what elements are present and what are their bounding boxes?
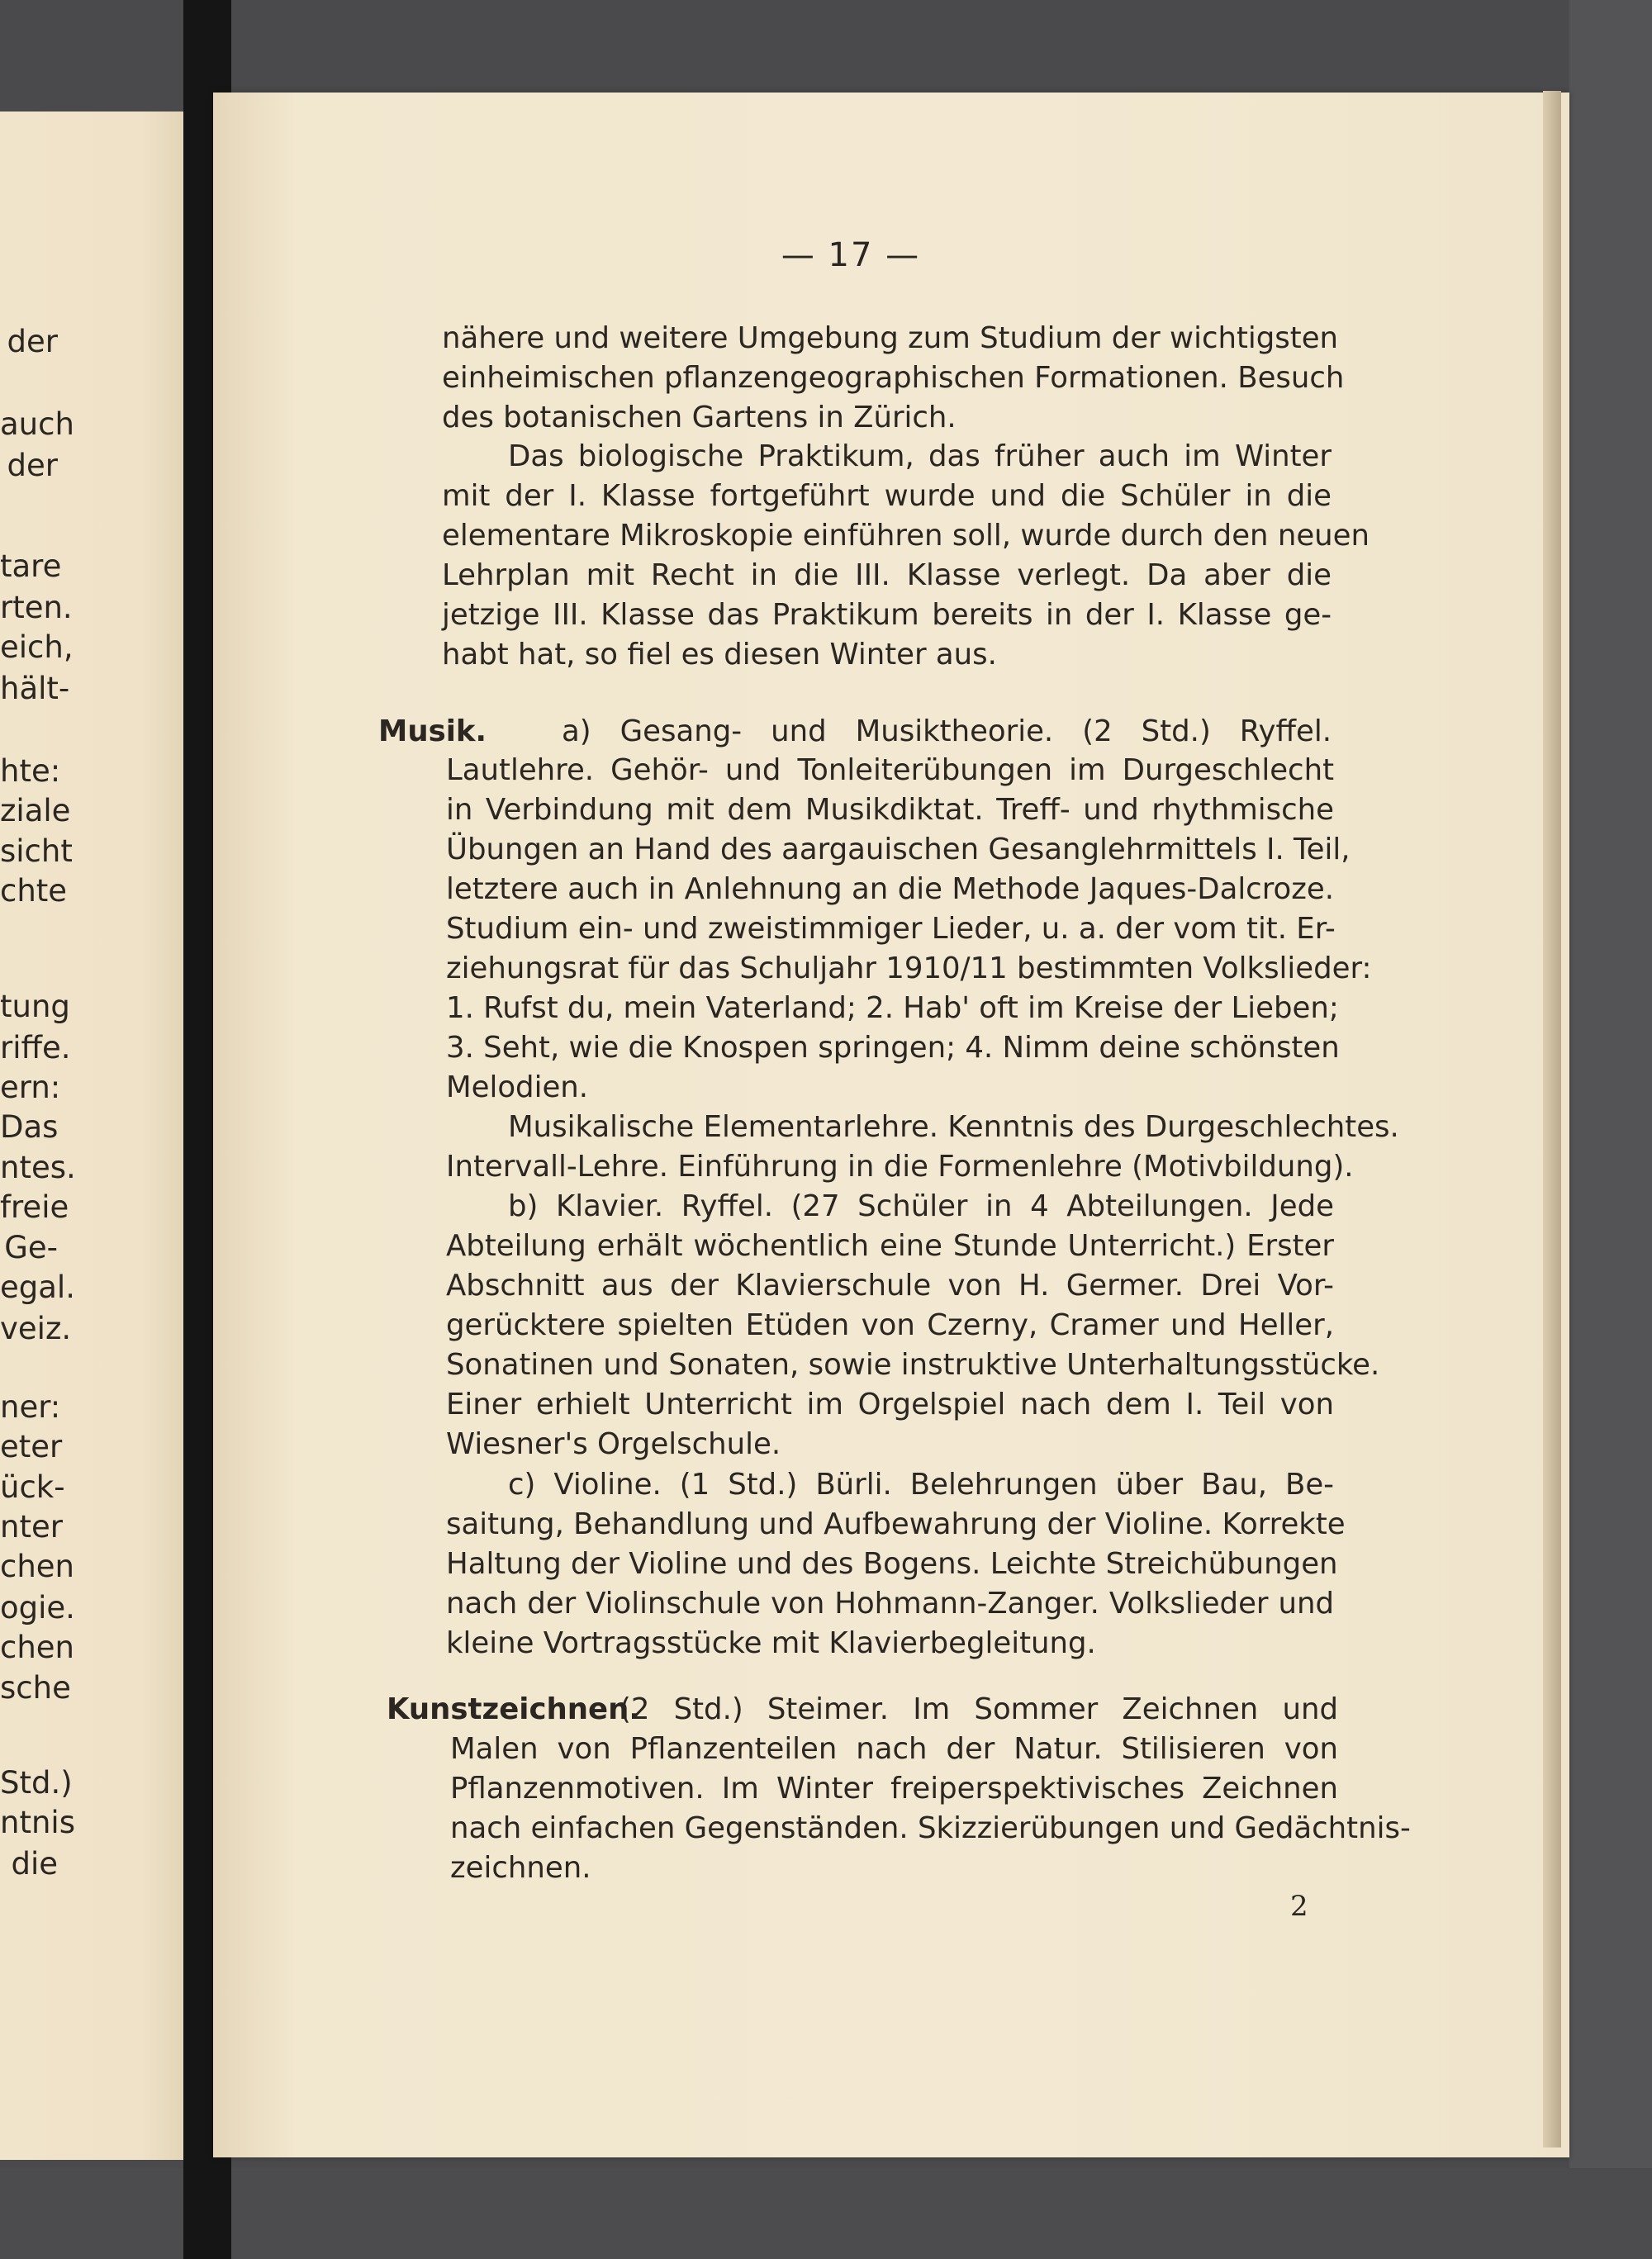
text-line: Wiesner's Orgelschule.	[446, 1427, 781, 1461]
left-page-fragment: der	[7, 324, 58, 359]
text-line: c) Violine. (1 Std.) Bürli. Belehrungen über Bau, Be-	[508, 1468, 1334, 1502]
text-line: nach einfachen Gegenständen. Skizzierübungen und Gedächtnis-	[450, 1811, 1411, 1845]
page-number: — 17 —	[781, 236, 921, 274]
left-page-fragment: riffe.	[0, 1030, 71, 1065]
text-line: nach der Violinschule von Hohmann-Zanger. Volkslieder und	[446, 1587, 1334, 1621]
text-line: elementare Mikroskopie einführen soll, wurde durch den neuen	[442, 519, 1370, 553]
text-line: kleine Vortragsstücke mit Klavierbegleitung.	[446, 1626, 1096, 1660]
signature-mark: 2	[1290, 1890, 1308, 1923]
text-line: a) Gesang- und Musiktheorie. (2 Std.) Ryffel.	[562, 714, 1332, 748]
text-line: Haltung der Violine und des Bogens. Leichte Streichübungen	[446, 1547, 1338, 1581]
left-page-fragment: nter	[0, 1509, 63, 1545]
left-page-fragment: der	[7, 448, 58, 483]
text-line: Intervall-Lehre. Einführung in die Formenlehre (Motivbildung).	[446, 1150, 1354, 1184]
left-page-fragment: die	[11, 1846, 58, 1882]
text-line: letztere auch in Anlehnung an die Methode Jaques-Dalcroze.	[446, 872, 1334, 906]
text-line: (2 Std.) Steimer. Im Sommer Zeichnen und	[620, 1692, 1338, 1726]
text-line: in Verbindung mit dem Musikdiktat. Treff- und rhythmische	[446, 793, 1334, 827]
left-page-fragment: hte:	[0, 753, 61, 789]
text-line: Einer erhielt Unterricht im Orgelspiel nach dem I. Teil von	[446, 1388, 1334, 1421]
text-line: 1. Rufst du, mein Vaterland; 2. Hab' oft im Kreise der Lieben;	[446, 991, 1339, 1025]
text-line: Lehrplan mit Recht in die III. Klasse verlegt. Da aber die	[442, 558, 1332, 592]
text-line: zeichnen.	[450, 1851, 591, 1885]
page-edge	[1543, 91, 1561, 2147]
text-line: mit der I. Klasse fortgeführt wurde und die Schüler in die	[442, 479, 1332, 513]
text-line: Sonatinen und Sonaten, sowie instruktive Unterhaltungsstücke.	[446, 1348, 1380, 1382]
text-line: Melodien.	[446, 1070, 589, 1104]
left-page-fragment: eich,	[0, 629, 74, 665]
text-line: Übungen an Hand des aargauischen Gesanglehrmittels I. Teil,	[446, 833, 1351, 866]
left-page-fragment: chen	[0, 1549, 75, 1584]
text-line: Lautlehre. Gehör- und Tonleiterübungen im Durgeschlecht	[446, 753, 1334, 787]
text-line: des botanischen Gartens in Zürich.	[442, 401, 957, 434]
text-line: saitung, Behandlung und Aufbewahrung der Violine. Korrekte	[446, 1507, 1346, 1541]
text-line: Pflanzenmotiven. Im Winter freiperspektivisches Zeichnen	[450, 1772, 1338, 1806]
section-heading: Kunstzeichnen.	[387, 1692, 640, 1726]
left-page-fragment: chen	[0, 1630, 75, 1665]
left-page-fragment: ntes.	[0, 1150, 76, 1185]
left-page-fragment: ziale	[0, 793, 71, 828]
text-line: b) Klavier. Ryffel. (27 Schüler in 4 Abteilungen. Jede	[508, 1189, 1334, 1223]
text-line: 3. Seht, wie die Knospen springen; 4. Nimm deine schönsten	[446, 1031, 1340, 1065]
text-line: Abschnitt aus der Klavierschule von H. Germer. Drei Vor-	[446, 1269, 1334, 1303]
background-right	[1569, 0, 1652, 2259]
left-page-fragment: egal.	[0, 1270, 75, 1305]
text-line: nähere und weitere Umgebung zum Studium der wichtigsten	[442, 321, 1339, 355]
left-page-fragment: ner:	[0, 1389, 61, 1425]
text-line: ziehungsrat für das Schuljahr 1910/11 bestimmten Volkslieder:	[446, 952, 1372, 985]
background-bottom	[0, 2168, 1652, 2259]
text-line: Abteilung erhält wöchentlich eine Stunde Unterricht.) Erster	[446, 1229, 1334, 1263]
left-page-fragment: Std.)	[0, 1765, 73, 1801]
left-page-fragment: ntnis	[0, 1805, 75, 1840]
left-page-fragment: hält-	[0, 671, 70, 706]
text-line: Das biologische Praktikum, das früher auch im Winter	[508, 439, 1332, 473]
left-page-fragment: ern:	[0, 1070, 61, 1105]
left-page-fragment: eter	[0, 1429, 63, 1464]
text-line: jetzige III. Klasse das Praktikum bereits in der I. Klasse ge-	[442, 598, 1332, 632]
text-line: habt hat, so fiel es diesen Winter aus.	[442, 638, 997, 672]
left-page-fragment: ück-	[0, 1469, 65, 1505]
left-page-fragment: auch	[0, 406, 74, 442]
section-heading: Musik.	[378, 714, 487, 748]
left-page-fragment: rten.	[0, 590, 73, 625]
left-page-fragment: chte	[0, 873, 68, 909]
left-page-fragment: veiz.	[0, 1311, 72, 1346]
left-page-fragment: sicht	[0, 833, 73, 869]
left-page-fragment: tung	[0, 989, 70, 1024]
text-line: gerücktere spielten Etüden von Czerny, Cramer und Heller,	[446, 1308, 1334, 1342]
left-page-fragment: Ge-	[4, 1230, 58, 1265]
left-page-fragment: sche	[0, 1670, 71, 1706]
text-line: Studium ein- und zweistimmiger Lieder, u. a. der vom tit. Er-	[446, 912, 1336, 946]
text-line: Malen von Pflanzenteilen nach der Natur. Stilisieren von	[450, 1732, 1338, 1766]
left-page-fragment: Das	[0, 1109, 59, 1145]
left-page-fragment: ogie.	[0, 1590, 75, 1625]
left-page-fragment: tare	[0, 548, 62, 584]
text-line: Musikalische Elementarlehre. Kenntnis des Durgeschlechtes.	[508, 1110, 1399, 1144]
left-page-fragment: freie	[0, 1189, 69, 1225]
text-line: einheimischen pflanzengeographischen Formationen. Besuch	[442, 361, 1345, 395]
